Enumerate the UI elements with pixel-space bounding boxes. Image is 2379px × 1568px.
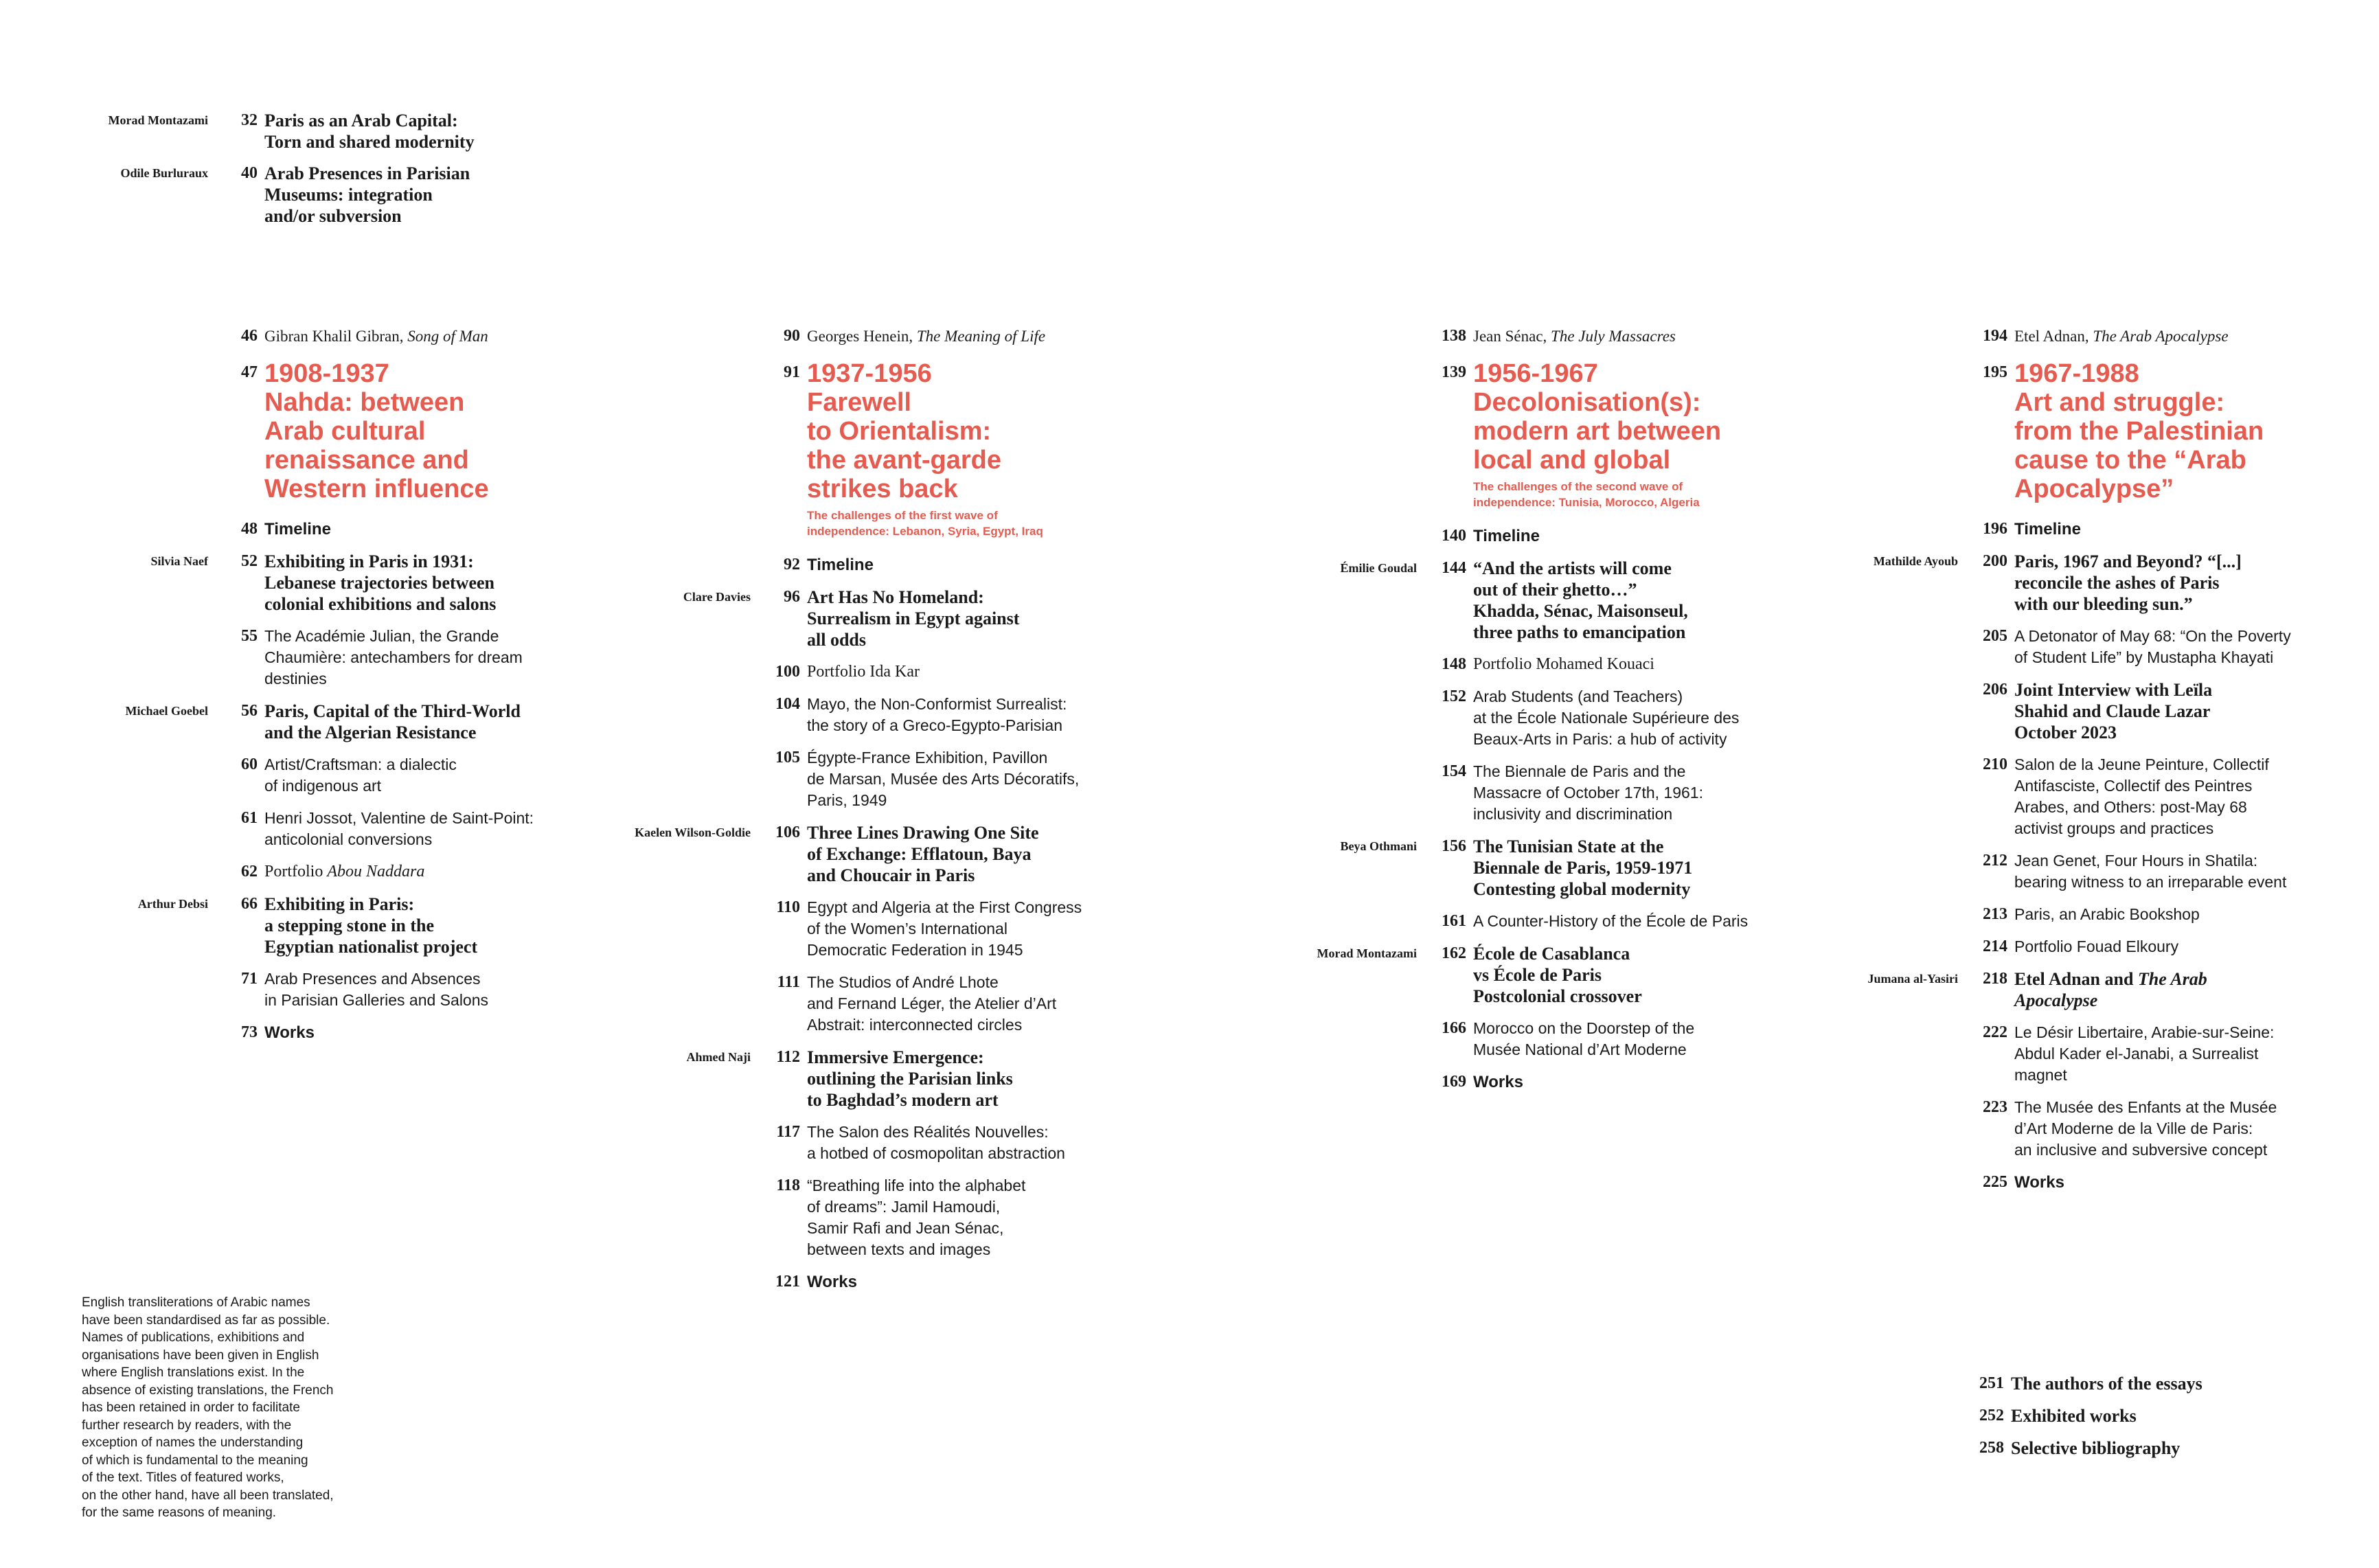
- entry-title: Exhibiting in Paris in 1931: Lebanese trajectories between colonial exhibitions and salons: [264, 552, 497, 614]
- entry-page: 161: [1442, 912, 1466, 930]
- toc-entry[interactable]: [1975, 519, 2360, 540]
- toc-entry[interactable]: [768, 694, 1152, 736]
- toc-entry[interactable]: [635, 822, 1152, 886]
- toc-entry[interactable]: [1972, 1405, 2356, 1427]
- entry-page: 71: [241, 970, 258, 988]
- entry-page: 112: [776, 1048, 800, 1066]
- entry-title: Paris, Capital of the Third-World and the Algerian Resistance: [264, 701, 521, 742]
- toc-entry[interactable]: [120, 163, 665, 227]
- toc-entry[interactable]: [1434, 1018, 1819, 1060]
- entry-title: Timeline: [264, 520, 331, 538]
- entry-author: Odile Burluraux: [120, 166, 208, 180]
- toc-entry[interactable]: [768, 1122, 1152, 1164]
- section-title: 1967-1988 Art and struggle: from the Palestinian cause to the “Arab Apocalypse”: [2014, 359, 2264, 503]
- entry-title: The Studios of André Lhote and Fernand Léger, the Atelier d’Art Abstrait: interconnected circles: [807, 973, 1057, 1034]
- entry-page: 118: [776, 1177, 800, 1194]
- poem-author: Jean Sénac,: [1473, 328, 1551, 345]
- entry-title-italic: The Arab Apocalypse: [2014, 969, 2207, 1010]
- entry-title: A Detonator of May 68: “On the Poverty of Student Life” by Mustapha Khayati: [2014, 627, 2291, 666]
- poem-entry[interactable]: [768, 326, 1152, 347]
- entry-page: 92: [784, 556, 800, 573]
- entry-title: Immersive Emergence: outlining the Parisian links to Baghdad’s modern art: [807, 1047, 1013, 1110]
- transliteration-note: English transliterations of Arabic names have been standardised as far as possible. Names of publications, exhibitions and organisations have been given in English where English translations exist. In the absence of existing translations, the French has been retained in order to facilitate further research by readers, with the exception of names the understanding of which is fundamental to the meaning of the text. Titles of featured works, on the other hand, have all been translated, for the same reasons of meaning.: [82, 1295, 334, 1520]
- entry-page: 121: [775, 1273, 800, 1291]
- entry-title: Henri Jossot, Valentine de Saint-Point: anticolonial conversions: [264, 809, 534, 848]
- section-column: [635, 326, 1152, 1304]
- entry-title: “Breathing life into the alphabet of dreams”: Jamil Hamoudi, Samir Rafi and Jean Sénac, between texts and images: [807, 1177, 1026, 1258]
- entry-page: 214: [1983, 938, 2007, 955]
- section-heading[interactable]: [1434, 359, 1819, 510]
- entry-title: Mayo, the Non-Conformist Surrealist: the story of a Greco-Egypto-Parisian: [807, 695, 1067, 734]
- poem-credit: [1473, 326, 1819, 347]
- toc-entry[interactable]: [686, 1047, 1152, 1111]
- entry-page: 218: [1983, 970, 2007, 988]
- entry-title: Selective bibliography: [2011, 1438, 2181, 1458]
- toc-entry[interactable]: [1975, 904, 2360, 925]
- entry-page: 206: [1983, 681, 2007, 698]
- entry-page: 110: [776, 898, 800, 916]
- entry-title: Three Lines Drawing One Site of Exchange: Efflatoun, Baya and Choucair in Paris: [807, 823, 1039, 885]
- entry-title: Paris as an Arab Capital: Torn and shared modernity: [264, 111, 475, 152]
- toc-entry[interactable]: [1434, 525, 1819, 547]
- entry-page: 96: [784, 588, 800, 606]
- entry-title-italic: Abou Naddara: [327, 863, 425, 880]
- entry-title: The authors of the essays: [2011, 1374, 2202, 1394]
- toc-entry[interactable]: [768, 747, 1152, 811]
- entry-title: A Counter-History of the École de Paris: [1473, 912, 1749, 930]
- section-subtitle: The challenges of the second wave of independence: Tunisia, Morocco, Algeria: [1473, 480, 1700, 509]
- entry-page: 166: [1442, 1019, 1466, 1037]
- entry-page: 60: [241, 755, 258, 773]
- entry-page: 162: [1442, 944, 1466, 962]
- entry-page: 225: [1983, 1173, 2007, 1191]
- top-essays: [108, 110, 665, 227]
- entry-page: 47: [241, 363, 258, 381]
- toc-entry[interactable]: [125, 701, 610, 743]
- entry-page: 138: [1442, 327, 1466, 345]
- entry-author: Mathilde Ayoub: [1873, 554, 1958, 568]
- entry-author: Ahmed Naji: [686, 1050, 751, 1064]
- entry-page: 91: [784, 363, 800, 381]
- entry-title: Morocco on the Doorstep of the Musée National d’Art Moderne: [1473, 1019, 1695, 1058]
- entry-page: 251: [1979, 1374, 2004, 1392]
- entry-page: 169: [1442, 1073, 1466, 1091]
- entry-title: Portfolio Mohamed Kouaci: [1473, 655, 1654, 673]
- entry-page: 100: [775, 663, 800, 681]
- entry-page: 144: [1442, 559, 1466, 577]
- toc-entry[interactable]: [768, 972, 1152, 1036]
- toc-entry[interactable]: [1975, 1172, 2360, 1193]
- toc-entry[interactable]: [1317, 943, 1819, 1007]
- entry-title: Paris, an Arabic Bookshop: [2014, 905, 2200, 923]
- entry-page: 105: [775, 749, 800, 766]
- entry-page: 66: [241, 895, 258, 913]
- entry-author: Silvia Naef: [150, 554, 208, 568]
- entry-page: 140: [1442, 527, 1466, 545]
- entry-author: Morad Montazami: [108, 113, 208, 127]
- entry-author: Émilie Goudal: [1340, 561, 1417, 575]
- poem-credit: [2014, 326, 2360, 347]
- toc-entry[interactable]: [1975, 626, 2360, 668]
- entry-title: Arab Presences and Absences in Parisian Galleries and Salons: [264, 970, 489, 1009]
- entry-title: Egypt and Algeria at the First Congress of the Women’s International Democratic Federation in 1945: [807, 898, 1082, 959]
- entry-title: Égypte-France Exhibition, Pavillon de Marsan, Musée des Arts Décoratifs, Paris, 1949: [807, 749, 1080, 809]
- toc-entry[interactable]: [137, 894, 610, 957]
- entry-title: Timeline: [807, 556, 874, 574]
- toc-entry[interactable]: [225, 626, 610, 690]
- entry-title: Le Désir Libertaire, Arabie-sur-Seine: Abdul Kader el-Janabi, a Surrealist magnet: [2014, 1023, 2275, 1084]
- poem-entry[interactable]: [1434, 326, 1819, 347]
- entry-title: [2014, 968, 2360, 1011]
- entry-page: 194: [1983, 327, 2007, 345]
- entry-title: The Musée des Enfants at the Musée d’Art Moderne de la Ville de Paris: an inclusive and subversive concept: [2014, 1098, 2277, 1159]
- entry-page: 32: [241, 111, 258, 129]
- entry-page: 154: [1442, 762, 1466, 780]
- entry-title: Portfolio Fouad Elkoury: [2014, 938, 2179, 955]
- toc-entry[interactable]: [225, 861, 610, 883]
- entry-title: The Tunisian State at the Biennale de Paris, 1959-1971 Contesting global modernity: [1473, 837, 1693, 899]
- toc-entry[interactable]: [768, 1271, 1152, 1293]
- poem-author: Georges Henein,: [807, 328, 917, 345]
- entry-page: 210: [1983, 755, 2007, 773]
- entry-page: 62: [241, 863, 258, 880]
- toc-entry[interactable]: [1340, 558, 1819, 643]
- toc-entry[interactable]: [768, 897, 1152, 961]
- entry-title: Paris, 1967 and Beyond? “[...] reconcile the ashes of Paris with our bleeding sun.”: [2014, 552, 2242, 614]
- entry-author: Clare Davies: [683, 590, 751, 604]
- poem-work: The Meaning of Life: [916, 328, 1046, 345]
- entry-page: 222: [1983, 1023, 2007, 1041]
- entry-page: 200: [1983, 552, 2007, 570]
- section-title: 1956-1967 Decolonisation(s): modern art between local and global: [1473, 359, 1722, 475]
- toc-entry[interactable]: [1975, 1022, 2360, 1086]
- entry-title: Arab Students (and Teachers) at the École Nationale Supérieure des Beaux-Arts in Paris: a hub of activity: [1473, 688, 1740, 748]
- entry-page: 111: [777, 973, 800, 991]
- toc-entry[interactable]: [1434, 686, 1819, 750]
- section-title: 1937-1956 Farewell to Orientalism: the avant-garde strikes back: [807, 359, 1001, 503]
- entry-page: 106: [775, 823, 800, 841]
- back-matter: [1972, 1373, 2356, 1459]
- toc-entry[interactable]: [768, 1175, 1152, 1260]
- toc-entry[interactable]: [1873, 551, 2360, 615]
- section-heading[interactable]: [1975, 359, 2360, 503]
- entry-page: 61: [241, 809, 258, 827]
- entry-page: 48: [241, 520, 258, 538]
- entry-page: 223: [1983, 1098, 2007, 1116]
- entry-page: 152: [1442, 688, 1466, 705]
- toc-entry[interactable]: [225, 1022, 610, 1043]
- entry-page: 196: [1983, 520, 2007, 538]
- toc-entry[interactable]: [1972, 1438, 2356, 1459]
- entry-page: 156: [1442, 837, 1466, 855]
- entry-page: 212: [1983, 852, 2007, 870]
- entry-title: Portfolio Ida Kar: [807, 663, 920, 681]
- entry-page: 55: [241, 627, 258, 645]
- entry-page: 104: [775, 695, 800, 713]
- poem-author: Etel Adnan,: [2014, 328, 2093, 345]
- entry-title: Artist/Craftsman: a dialectic of indigenous art: [264, 755, 457, 795]
- toc-entry[interactable]: [1434, 1071, 1819, 1093]
- toc-entry[interactable]: [1972, 1373, 2356, 1394]
- toc-entry[interactable]: [108, 110, 665, 152]
- entry-page: 46: [241, 327, 258, 345]
- toc-entry[interactable]: [1975, 850, 2360, 893]
- section-heading[interactable]: [225, 359, 610, 503]
- entry-title: Salon de la Jeune Peinture, Collectif Antifasciste, Collectif des Peintres Arabes, and Others: post-May 68 activist groups and practices: [2014, 755, 2269, 837]
- toc-entry[interactable]: [1975, 754, 2360, 839]
- toc-entry[interactable]: [225, 519, 610, 540]
- entry-title: The Académie Julian, the Grande Chaumière: antechambers for dream destinies: [264, 627, 523, 688]
- poem-entry[interactable]: [1975, 326, 2360, 347]
- toc-entry[interactable]: [768, 554, 1152, 576]
- entry-title: Works: [1473, 1073, 1523, 1091]
- poem-work: The Arab Apocalypse: [2093, 328, 2229, 345]
- entry-author: Michael Goebel: [125, 704, 208, 718]
- entry-title: Timeline: [1473, 527, 1540, 545]
- poem-work: The July Massacres: [1551, 328, 1676, 345]
- toc-entry[interactable]: [1434, 911, 1819, 932]
- toc-entry[interactable]: [1340, 836, 1819, 900]
- entry-author: Arthur Debsi: [137, 897, 208, 911]
- toc-entry[interactable]: [225, 808, 610, 850]
- toc-entry[interactable]: [1975, 679, 2360, 743]
- section-subtitle: The challenges of the first wave of independence: Lebanon, Syria, Egypt, Iraq: [807, 509, 1043, 538]
- entry-page: 258: [1979, 1439, 2004, 1457]
- toc-entry[interactable]: [225, 754, 610, 797]
- toc-entry[interactable]: [1867, 968, 2360, 1011]
- entry-page: 195: [1983, 363, 2007, 381]
- entry-title: Jean Genet, Four Hours in Shatila: bearing witness to an irreparable event: [2014, 852, 2287, 891]
- entry-title: The Biennale de Paris and the Massacre of October 17th, 1961: inclusivity and discrimination: [1473, 762, 1703, 823]
- toc-entry[interactable]: [1434, 761, 1819, 825]
- section-title: 1908-1937 Nahda: between Arab cultural renaissance and Western influence: [264, 359, 489, 503]
- entry-title: [264, 861, 610, 883]
- entry-title: The Salon des Réalités Nouvelles: a hotbed of cosmopolitan abstraction: [807, 1123, 1065, 1162]
- entry-title: Arab Presences in Parisian Museums: integration and/or subversion: [264, 163, 470, 226]
- entry-title-roman: Portfolio: [264, 863, 328, 880]
- entry-page: 73: [241, 1023, 258, 1041]
- entry-author: Morad Montazami: [1317, 946, 1417, 960]
- entry-title-roman: Etel Adnan and: [2014, 969, 2138, 989]
- section-column: [1867, 326, 2360, 1204]
- entry-title: École de Casablanca vs École de Paris Postcolonial crossover: [1473, 944, 1642, 1006]
- entry-title: “And the artists will come out of their ghetto…” Khadda, Sénac, Maisonseul, three paths to emancipation: [1473, 558, 1688, 642]
- toc-entry[interactable]: [768, 661, 1152, 683]
- entry-author: Kaelen Wilson-Goldie: [635, 826, 751, 839]
- poem-work: Song of Man: [407, 328, 488, 345]
- poem-credit: [264, 326, 610, 347]
- entry-title: Joint Interview with Leïla Shahid and Claude Lazar October 2023: [2014, 680, 2213, 742]
- section-column: [125, 326, 610, 1054]
- toc-entry[interactable]: [683, 587, 1152, 650]
- section-column: [1317, 326, 1819, 1104]
- entry-page: 56: [241, 702, 258, 720]
- toc-entry[interactable]: [1975, 936, 2360, 957]
- toc-entry[interactable]: [150, 551, 610, 615]
- entry-title: Exhibiting in Paris: a stepping stone in the Egyptian nationalist project: [264, 894, 478, 957]
- entry-page: 117: [776, 1123, 800, 1141]
- entry-author: Beya Othmani: [1340, 839, 1417, 853]
- toc-entry[interactable]: [1434, 654, 1819, 675]
- poem-entry[interactable]: [225, 326, 610, 347]
- toc-entry[interactable]: [1975, 1097, 2360, 1161]
- entry-page: 213: [1983, 905, 2007, 923]
- entry-title: Exhibited works: [2011, 1406, 2137, 1426]
- entry-title: Art Has No Homeland: Surrealism in Egypt against all odds: [807, 587, 1020, 650]
- entry-page: 148: [1442, 655, 1466, 673]
- entry-page: 90: [784, 327, 800, 345]
- section-heading[interactable]: [768, 359, 1152, 539]
- entry-author: Jumana al-Yasiri: [1867, 972, 1958, 986]
- entry-title: Works: [2014, 1173, 2064, 1192]
- entry-title: Works: [807, 1273, 857, 1291]
- entry-page: 205: [1983, 627, 2007, 645]
- entry-title: Timeline: [2014, 520, 2081, 538]
- entry-title: Works: [264, 1023, 315, 1042]
- poem-credit: [807, 326, 1152, 347]
- toc-entry[interactable]: [225, 968, 610, 1011]
- entry-page: 52: [241, 552, 258, 570]
- entry-page: 40: [241, 164, 258, 182]
- poem-author: Gibran Khalil Gibran,: [264, 328, 408, 345]
- entry-page: 139: [1442, 363, 1466, 381]
- entry-page: 252: [1979, 1407, 2004, 1424]
